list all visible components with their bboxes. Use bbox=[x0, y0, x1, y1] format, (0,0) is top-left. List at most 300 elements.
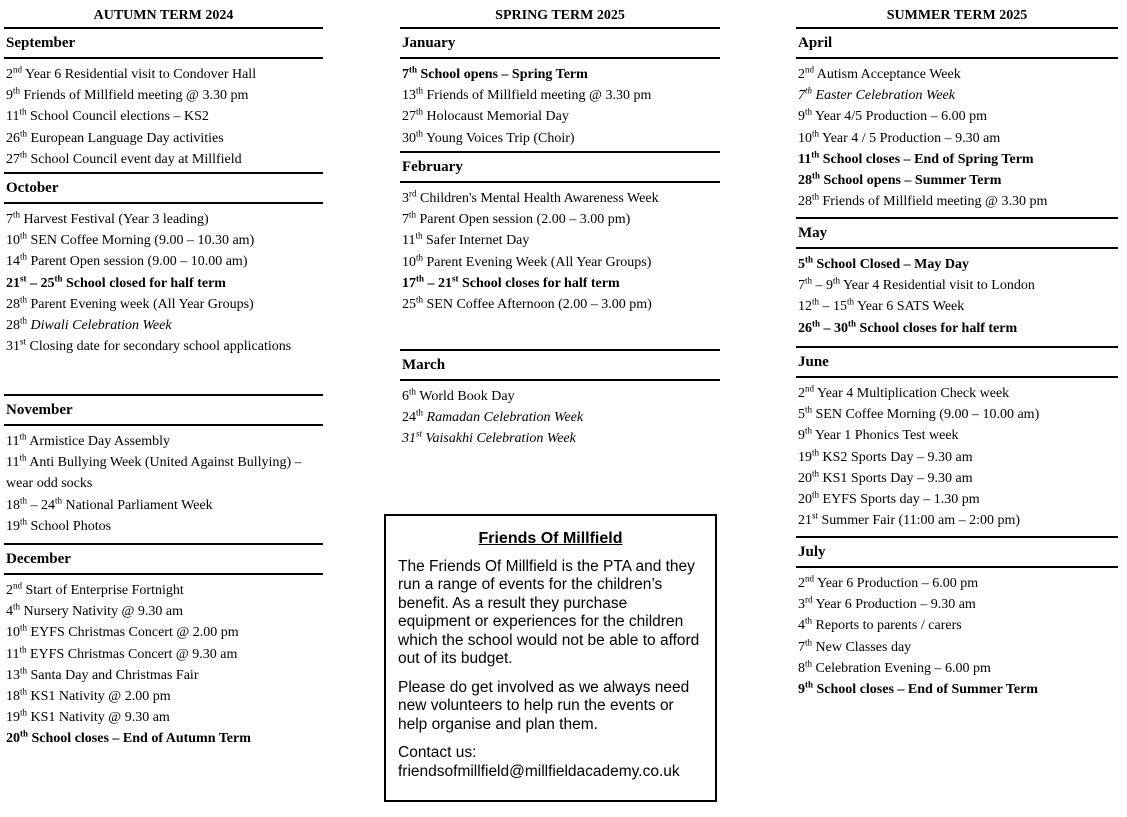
event-item bbox=[6, 516, 323, 537]
date-suffix: th bbox=[833, 275, 841, 286]
event-item bbox=[798, 64, 1118, 85]
date-suffix: st bbox=[452, 273, 459, 284]
event-item bbox=[6, 728, 323, 749]
date-suffix: th bbox=[13, 85, 21, 96]
date-suffix: th bbox=[812, 296, 820, 307]
month-july bbox=[796, 536, 1118, 700]
event-item bbox=[6, 273, 323, 294]
event-date: 28 bbox=[798, 173, 812, 189]
event-item bbox=[402, 407, 720, 428]
event-item bbox=[6, 128, 323, 149]
event-date: 10 bbox=[6, 625, 20, 641]
month-may bbox=[796, 217, 1118, 346]
event-date: 13 bbox=[6, 667, 20, 683]
date-suffix: th bbox=[812, 317, 821, 328]
month-heading: October bbox=[4, 174, 323, 204]
month-heading: February bbox=[400, 153, 720, 183]
event-text: EYFS Christmas Concert @ 9.30 am bbox=[26, 646, 238, 662]
event-date: 7 bbox=[798, 88, 805, 104]
friends-title: Friends Of Millfield bbox=[478, 530, 623, 547]
date-suffix: th bbox=[13, 209, 21, 220]
event-item bbox=[6, 149, 323, 170]
term-title: AUTUMN TERM 2024 bbox=[93, 8, 234, 23]
event-item bbox=[798, 658, 1118, 679]
date-suffix: th bbox=[805, 254, 814, 265]
event-text: European Language Day activities bbox=[27, 130, 224, 146]
event-list bbox=[4, 426, 323, 537]
event-text: Parent Evening week (All Year Groups) bbox=[27, 296, 254, 312]
event-text: – 30 bbox=[820, 320, 849, 336]
event-item bbox=[798, 170, 1118, 191]
event-item bbox=[798, 447, 1118, 468]
event-date: 4 bbox=[6, 604, 13, 620]
event-text: EYFS Sports day – 1.30 pm bbox=[819, 492, 980, 508]
event-date: 2 bbox=[798, 67, 805, 82]
event-item bbox=[6, 622, 323, 643]
event-date: 26 bbox=[6, 130, 20, 146]
date-suffix: nd bbox=[13, 64, 22, 75]
event-date: 28 bbox=[6, 318, 20, 334]
event-text: World Book Day bbox=[416, 389, 515, 404]
event-item bbox=[798, 149, 1118, 170]
event-text: Year 6 Production – 6.00 pm bbox=[814, 576, 979, 591]
event-date: 6 bbox=[402, 389, 409, 404]
event-text: EYFS Christmas Concert @ 2.00 pm bbox=[27, 625, 239, 641]
date-suffix: th bbox=[812, 127, 820, 138]
event-item bbox=[6, 495, 323, 516]
event-item bbox=[6, 452, 323, 494]
event-item bbox=[402, 85, 720, 106]
event-list bbox=[796, 378, 1118, 531]
event-date: 12 bbox=[798, 299, 812, 315]
date-suffix: th bbox=[416, 294, 424, 305]
event-text: Year 4 / 5 Production – 9.30 am bbox=[819, 130, 1001, 146]
event-text: New Classes day bbox=[812, 639, 912, 655]
date-suffix: th bbox=[811, 149, 820, 160]
date-suffix: th bbox=[416, 85, 424, 96]
event-item bbox=[798, 318, 1118, 339]
event-item bbox=[402, 128, 720, 149]
event-item bbox=[798, 615, 1118, 636]
event-text: School closes – End of Autumn Term bbox=[28, 731, 251, 747]
event-item bbox=[6, 686, 323, 707]
date-suffix: st bbox=[812, 510, 819, 521]
event-date: 19 bbox=[6, 518, 20, 534]
event-date: 28 bbox=[798, 194, 812, 210]
date-suffix: th bbox=[20, 707, 28, 718]
date-suffix: nd bbox=[805, 64, 814, 75]
date-suffix: th bbox=[20, 516, 28, 527]
date-suffix: th bbox=[805, 106, 813, 117]
event-text: School closes for half term bbox=[458, 275, 620, 291]
date-suffix: th bbox=[409, 64, 418, 75]
event-date: 20 bbox=[798, 470, 812, 486]
event-list bbox=[400, 59, 720, 149]
date-suffix: th bbox=[19, 643, 27, 654]
event-text: Safer Internet Day bbox=[422, 233, 530, 249]
contact-email[interactable]: friendsofmillfield@millfieldacademy.co.uk bbox=[398, 762, 680, 780]
event-item bbox=[798, 468, 1118, 489]
event-item bbox=[798, 404, 1118, 425]
event-date: 2 bbox=[6, 583, 13, 598]
event-text: Year 1 Phonics Test week bbox=[812, 428, 959, 444]
event-date: 11 bbox=[6, 455, 20, 471]
date-suffix: th bbox=[20, 149, 28, 160]
date-suffix: th bbox=[805, 85, 813, 96]
event-text: School closes – End of Spring Term bbox=[819, 151, 1034, 167]
date-suffix: th bbox=[805, 658, 813, 669]
date-suffix: th bbox=[805, 275, 813, 286]
event-date: 20 bbox=[798, 492, 812, 508]
event-date: 9 bbox=[798, 428, 805, 444]
event-text: Parent Open session (2.00 – 3.00 pm) bbox=[416, 212, 631, 228]
event-text: School closed for half term bbox=[62, 275, 226, 291]
event-text: Easter Celebration Week bbox=[812, 88, 955, 104]
event-date: 28 bbox=[6, 296, 20, 312]
event-text: Reports to parents / carers bbox=[812, 618, 962, 634]
event-text: Young Voices Trip (Choir) bbox=[423, 130, 575, 146]
event-text: Santa Day and Christmas Fair bbox=[27, 667, 199, 683]
event-item bbox=[798, 275, 1118, 296]
event-item bbox=[6, 315, 323, 336]
month-june bbox=[796, 346, 1118, 536]
date-suffix: th bbox=[54, 272, 63, 283]
event-date: 7 bbox=[798, 639, 805, 655]
event-date: 17 bbox=[402, 275, 416, 291]
event-date: 7 bbox=[798, 278, 805, 294]
date-suffix: th bbox=[805, 425, 813, 436]
event-text: Parent Evening Week (All Year Groups) bbox=[423, 254, 652, 270]
event-date: 19 bbox=[6, 710, 20, 726]
event-text: SEN Coffee Afternoon (2.00 – 3.00 pm) bbox=[423, 297, 652, 313]
event-date: 31 bbox=[6, 339, 20, 355]
event-list bbox=[4, 59, 323, 170]
term-title: SPRING TERM 2025 bbox=[495, 8, 625, 23]
event-item bbox=[798, 573, 1118, 594]
event-item bbox=[6, 294, 323, 315]
event-item bbox=[798, 383, 1118, 404]
date-suffix: th bbox=[805, 404, 813, 415]
month-march bbox=[400, 349, 720, 450]
event-date: 4 bbox=[798, 618, 805, 634]
event-date: 25 bbox=[402, 297, 416, 313]
event-date: 9 bbox=[798, 109, 805, 125]
month-september bbox=[4, 27, 323, 172]
date-suffix: th bbox=[812, 489, 820, 500]
event-date: 14 bbox=[6, 254, 20, 270]
date-suffix: th bbox=[812, 446, 820, 457]
event-list bbox=[796, 249, 1118, 339]
event-date: 7 bbox=[402, 212, 409, 228]
friends-description: The Friends Of Millfield is the PTA and they run a range of events for the children’s benefit. As a result they purchase equipment or experiences for the children which the school would not be able to afford out of its budget. bbox=[398, 557, 700, 667]
date-suffix: st bbox=[20, 272, 27, 283]
date-suffix: th bbox=[20, 622, 28, 633]
month-heading: May bbox=[796, 219, 1118, 249]
date-suffix: th bbox=[416, 106, 424, 117]
event-item bbox=[798, 296, 1118, 317]
event-date: 11 bbox=[402, 233, 416, 249]
event-item bbox=[798, 106, 1118, 127]
event-text: Celebration Evening – 6.00 pm bbox=[812, 660, 991, 676]
date-suffix: nd bbox=[13, 580, 22, 591]
month-april bbox=[796, 27, 1118, 217]
event-item bbox=[402, 294, 720, 315]
event-date: 18 bbox=[6, 497, 20, 513]
event-date: 19 bbox=[798, 449, 812, 465]
event-date: 5 bbox=[798, 407, 805, 423]
date-suffix: th bbox=[19, 452, 27, 463]
event-text: KS2 Sports Day – 9.30 am bbox=[819, 449, 973, 465]
date-suffix: th bbox=[20, 251, 28, 262]
event-date: 7 bbox=[402, 67, 409, 82]
month-heading: June bbox=[796, 348, 1118, 378]
event-text: Summer Fair (11:00 am – 2:00 pm) bbox=[818, 513, 1021, 529]
event-date: 18 bbox=[6, 689, 20, 705]
event-text: – 9 bbox=[812, 278, 834, 294]
date-suffix: th bbox=[20, 294, 28, 305]
event-text: KS1 Nativity @ 9.30 am bbox=[27, 710, 170, 726]
date-suffix: th bbox=[20, 230, 28, 241]
month-heading: November bbox=[4, 396, 323, 426]
event-text: Year 4/5 Production – 6.00 pm bbox=[812, 109, 988, 125]
friends-volunteer-note: Please do get involved as we always need new volunteers to help run the events or help organise and plan them. bbox=[398, 678, 690, 733]
date-suffix: th bbox=[20, 686, 28, 697]
event-date: 26 bbox=[798, 320, 812, 336]
event-date: 31 bbox=[402, 431, 416, 447]
event-date: 11 bbox=[6, 434, 20, 449]
month-heading: March bbox=[400, 351, 720, 381]
date-suffix: th bbox=[409, 209, 417, 220]
date-suffix: th bbox=[55, 494, 63, 505]
date-suffix: th bbox=[20, 665, 28, 676]
date-suffix: th bbox=[415, 230, 423, 241]
date-suffix: st bbox=[20, 336, 27, 347]
event-text: School Closed – May Day bbox=[813, 257, 969, 272]
event-item bbox=[6, 230, 323, 251]
event-item bbox=[402, 188, 720, 209]
month-heading: April bbox=[796, 29, 1118, 59]
event-text: Year 6 Residential visit to Condover Hall bbox=[22, 67, 257, 82]
summer-column bbox=[796, 0, 1118, 700]
date-suffix: th bbox=[416, 407, 424, 418]
event-date: 8 bbox=[798, 660, 805, 676]
event-date: 13 bbox=[402, 88, 416, 104]
event-list bbox=[796, 568, 1118, 700]
event-text: – 21 bbox=[424, 275, 453, 291]
month-november bbox=[4, 394, 323, 543]
event-list bbox=[400, 381, 720, 450]
event-item bbox=[402, 209, 720, 230]
event-date: 20 bbox=[6, 731, 20, 747]
month-heading: September bbox=[4, 29, 323, 59]
event-date: 3 bbox=[402, 191, 409, 206]
event-list bbox=[796, 59, 1118, 212]
event-date: 21 bbox=[798, 513, 812, 529]
event-date: 27 bbox=[6, 151, 20, 167]
month-october bbox=[4, 172, 323, 394]
event-text: School Council event day at Millfield bbox=[27, 151, 242, 167]
event-text: School closes – End of Summer Term bbox=[813, 682, 1038, 698]
date-suffix: th bbox=[416, 273, 425, 284]
date-suffix: th bbox=[20, 127, 28, 138]
date-suffix: st bbox=[416, 428, 423, 439]
event-date: 24 bbox=[402, 410, 416, 426]
event-date: 10 bbox=[798, 130, 812, 146]
event-date: 30 bbox=[402, 130, 416, 146]
event-item bbox=[798, 191, 1118, 212]
event-text: Anti Bullying Week (United Against Bullying) – wear odd socks bbox=[6, 455, 302, 492]
month-january bbox=[400, 27, 720, 151]
event-text: KS1 Sports Day – 9.30 am bbox=[819, 470, 973, 486]
date-suffix: th bbox=[805, 615, 813, 626]
event-date: 2 bbox=[798, 576, 805, 591]
event-item bbox=[798, 679, 1118, 700]
date-suffix: th bbox=[848, 317, 857, 328]
event-item bbox=[798, 510, 1118, 531]
date-suffix: th bbox=[19, 431, 27, 442]
date-suffix: th bbox=[20, 315, 28, 326]
event-text: Year 4 Multiplication Check week bbox=[814, 386, 1010, 401]
event-text: Year 4 Residential visit to London bbox=[840, 278, 1035, 294]
event-text: Year 6 SATS Week bbox=[854, 299, 965, 315]
event-item bbox=[6, 106, 323, 127]
event-item bbox=[6, 644, 323, 665]
event-date: 27 bbox=[402, 109, 416, 125]
event-text: National Parliament Week bbox=[62, 497, 213, 513]
event-item bbox=[798, 254, 1118, 275]
autumn-column bbox=[4, 0, 323, 750]
event-date: 5 bbox=[798, 257, 805, 272]
date-suffix: th bbox=[416, 251, 424, 262]
friends-of-millfield-box bbox=[384, 514, 717, 802]
event-text: School closes for half term bbox=[856, 320, 1018, 336]
event-text: Friends of Millfield meeting @ 3.30 pm bbox=[819, 194, 1048, 210]
event-item bbox=[402, 106, 720, 127]
date-suffix: th bbox=[416, 127, 424, 138]
event-date: 3 bbox=[798, 597, 805, 613]
event-item bbox=[6, 431, 323, 452]
event-item bbox=[798, 594, 1118, 615]
event-list bbox=[4, 204, 323, 357]
event-date: 2 bbox=[798, 386, 805, 401]
month-heading: January bbox=[400, 29, 720, 59]
event-item bbox=[6, 665, 323, 686]
term-title: SUMMER TERM 2025 bbox=[886, 8, 1028, 23]
spring-column bbox=[400, 0, 720, 450]
month-heading: December bbox=[4, 545, 323, 575]
event-text: Ramadan Celebration Week bbox=[423, 410, 584, 426]
event-text: – 25 bbox=[26, 275, 55, 291]
month-december bbox=[4, 543, 323, 750]
event-date: 7 bbox=[6, 212, 13, 227]
date-suffix: th bbox=[19, 106, 27, 117]
date-suffix: th bbox=[847, 296, 855, 307]
event-item bbox=[6, 85, 323, 106]
event-text: Friends of Millfield meeting @ 3.30 pm bbox=[20, 88, 249, 104]
event-text: Nursery Nativity @ 9.30 am bbox=[20, 604, 183, 620]
event-text: Year 6 Production – 9.30 am bbox=[812, 597, 976, 613]
date-suffix: th bbox=[20, 494, 28, 505]
date-suffix: th bbox=[812, 170, 821, 181]
event-list bbox=[4, 575, 323, 750]
date-suffix: rd bbox=[409, 188, 417, 199]
event-text: Start of Enterprise Fortnight bbox=[22, 583, 184, 598]
event-text: School Photos bbox=[27, 518, 112, 534]
event-text: School Council elections – KS2 bbox=[26, 109, 209, 125]
event-item bbox=[798, 425, 1118, 446]
date-suffix: th bbox=[812, 468, 820, 479]
event-item bbox=[798, 85, 1118, 106]
event-text: SEN Coffee Morning (9.00 – 10.00 am) bbox=[812, 407, 1040, 423]
event-text: Closing date for secondary school applications bbox=[26, 339, 292, 355]
event-date: 10 bbox=[402, 254, 416, 270]
date-suffix: th bbox=[20, 728, 29, 739]
event-text: Children's Mental Health Awareness Week bbox=[416, 191, 659, 206]
event-date: 10 bbox=[6, 233, 20, 249]
event-text: Autism Acceptance Week bbox=[814, 67, 961, 82]
event-date: 9 bbox=[798, 682, 805, 698]
date-suffix: rd bbox=[805, 594, 813, 605]
month-heading: July bbox=[796, 538, 1118, 568]
event-text: Holocaust Memorial Day bbox=[423, 109, 569, 125]
event-item bbox=[798, 489, 1118, 510]
event-text: KS1 Nativity @ 2.00 pm bbox=[27, 689, 171, 705]
event-date: 11 bbox=[6, 646, 20, 662]
event-text: SEN Coffee Morning (9.00 – 10.30 am) bbox=[27, 233, 255, 249]
event-text: School opens – Summer Term bbox=[820, 173, 1002, 189]
event-text: Armistice Day Assembly bbox=[26, 434, 170, 449]
event-item bbox=[6, 64, 323, 85]
event-list bbox=[400, 183, 720, 315]
date-suffix: nd bbox=[805, 383, 814, 394]
event-item bbox=[402, 230, 720, 251]
event-item bbox=[402, 252, 720, 273]
event-item bbox=[798, 128, 1118, 149]
event-text: Vaisakhi Celebration Week bbox=[422, 431, 576, 447]
contact-label: Contact us: bbox=[398, 744, 477, 761]
event-date: 21 bbox=[6, 275, 20, 291]
event-date: 11 bbox=[6, 109, 20, 125]
event-item bbox=[402, 64, 720, 85]
date-suffix: th bbox=[805, 636, 813, 647]
event-text: Harvest Festival (Year 3 leading) bbox=[20, 212, 209, 227]
event-item bbox=[402, 428, 720, 449]
event-item bbox=[798, 637, 1118, 658]
date-suffix: th bbox=[13, 601, 21, 612]
event-date: 2 bbox=[6, 67, 13, 82]
event-item bbox=[6, 707, 323, 728]
date-suffix: th bbox=[805, 679, 814, 690]
event-text: – 15 bbox=[819, 299, 848, 315]
event-text: – 24 bbox=[27, 497, 56, 513]
event-item bbox=[6, 336, 323, 357]
event-item bbox=[6, 209, 323, 230]
event-item bbox=[402, 386, 720, 407]
event-text: School opens – Spring Term bbox=[417, 67, 588, 82]
event-date: 11 bbox=[798, 151, 812, 167]
month-february bbox=[400, 151, 720, 349]
event-text: Friends of Millfield meeting @ 3.30 pm bbox=[423, 88, 652, 104]
event-date: 9 bbox=[6, 88, 13, 104]
event-item bbox=[6, 601, 323, 622]
event-text: Parent Open session (9.00 – 10.00 am) bbox=[27, 254, 248, 270]
event-text: Diwali Celebration Week bbox=[27, 318, 172, 334]
date-suffix: nd bbox=[805, 573, 814, 584]
event-item bbox=[6, 251, 323, 272]
event-item bbox=[402, 273, 720, 294]
date-suffix: th bbox=[409, 386, 417, 397]
event-item bbox=[6, 580, 323, 601]
